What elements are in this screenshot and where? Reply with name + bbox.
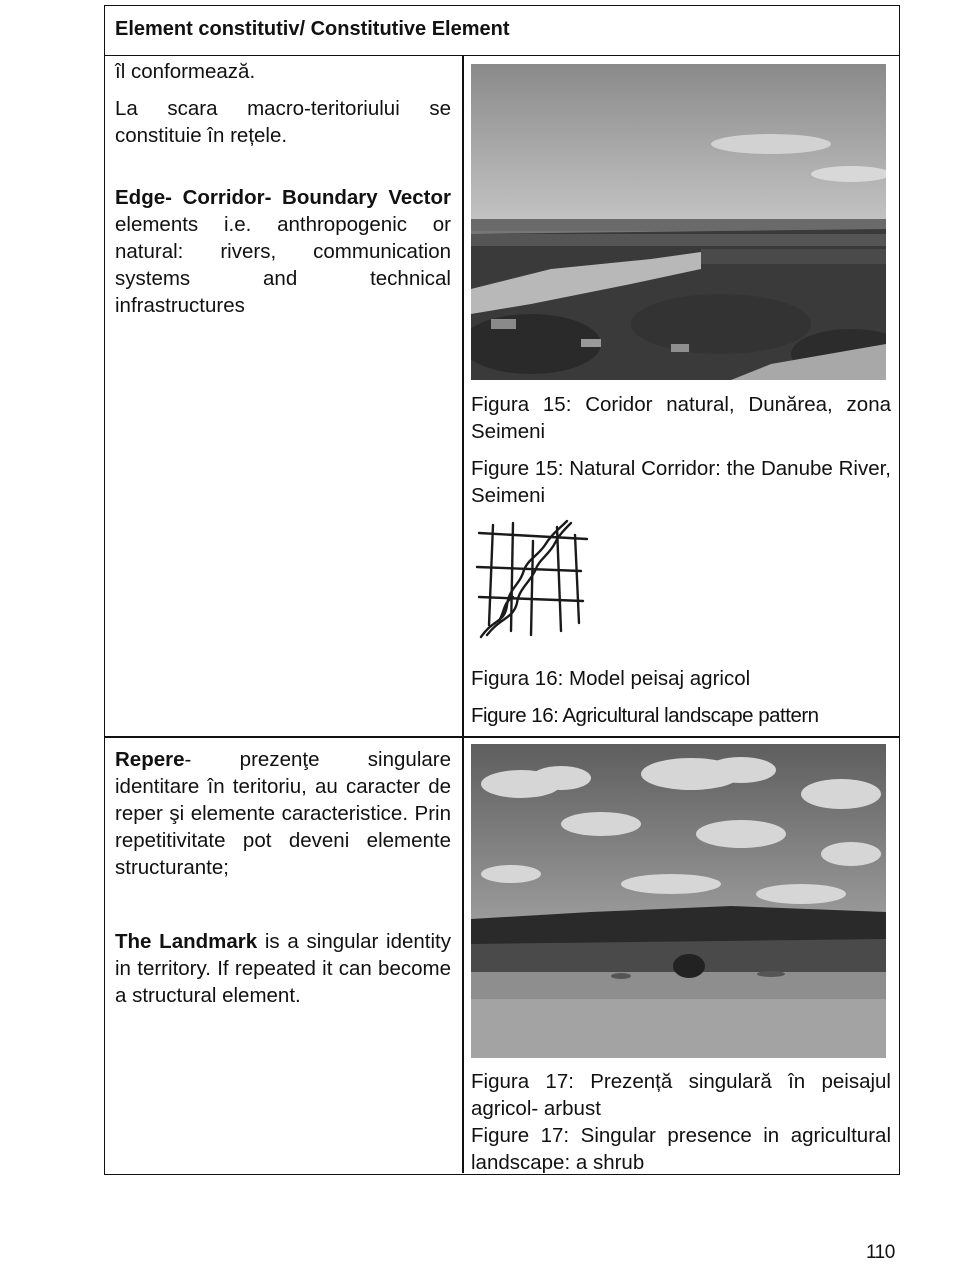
figure-16-caption-ro: Figura 16: Model peisaj agricol xyxy=(471,667,751,690)
danube-corridor-photo xyxy=(471,64,886,380)
row2-left-cell xyxy=(115,746,451,1009)
row2-paragraph-1-text: - prezenţe singulare identitare în teritoriu, au caracter de reper şi elemente caracteristice. Prin repetitivitate pot deveni elemente structurante; xyxy=(115,748,451,879)
row2-right-cell xyxy=(471,744,891,1176)
row1-paragraph-3-text: elements i.e. anthropogenic or natural: rivers, communication systems and technical infrastructures xyxy=(115,213,451,317)
row2-paragraph-2-text: is a singular identity in territory. If repeated it can become a structural element. xyxy=(115,930,451,1007)
figure-17-caption-ro: Figura 17: Prezență singulară în peisajul agricol- arbust xyxy=(471,1070,891,1120)
figure-16-caption-en: Figure 16: Agricultural landscape pattern xyxy=(471,704,819,727)
figure-15-caption-ro: Figura 15: Coridor natural, Dunărea, zona Seimeni xyxy=(471,393,891,443)
row2-paragraph-2 xyxy=(115,928,451,1009)
row2-term-landmark: The Landmark xyxy=(115,930,258,953)
agricultural-pattern-sketch xyxy=(475,519,595,647)
row1-term-edge-corridor: Edge- Corridor- Boundary Vector xyxy=(115,186,451,209)
row1-paragraph-3 xyxy=(115,184,451,319)
row1-paragraph-2: La scara macro-teritoriului se constituie în rețele. xyxy=(115,97,451,147)
table-header xyxy=(105,6,899,56)
figure-17-caption-en: Figure 17: Singular presence in agricultural landscape: a shrub xyxy=(471,1124,891,1174)
row1-left-cell xyxy=(115,58,451,319)
content-table xyxy=(104,5,900,1175)
row1-right-cell xyxy=(471,64,891,729)
column-divider xyxy=(462,56,464,1173)
row2-paragraph-1 xyxy=(115,746,451,881)
row-divider xyxy=(105,736,899,738)
table-header-title: Element constitutiv/ Constitutive Element xyxy=(115,18,510,40)
shrub-landscape-photo xyxy=(471,744,886,1058)
row1-paragraph-1: îl conformează. xyxy=(115,60,256,83)
figure-15-caption-en: Figure 15: Natural Corridor: the Danube River, Seimeni xyxy=(471,457,891,507)
row2-term-repere: Repere xyxy=(115,748,185,771)
page-number: 110 xyxy=(866,1242,895,1263)
